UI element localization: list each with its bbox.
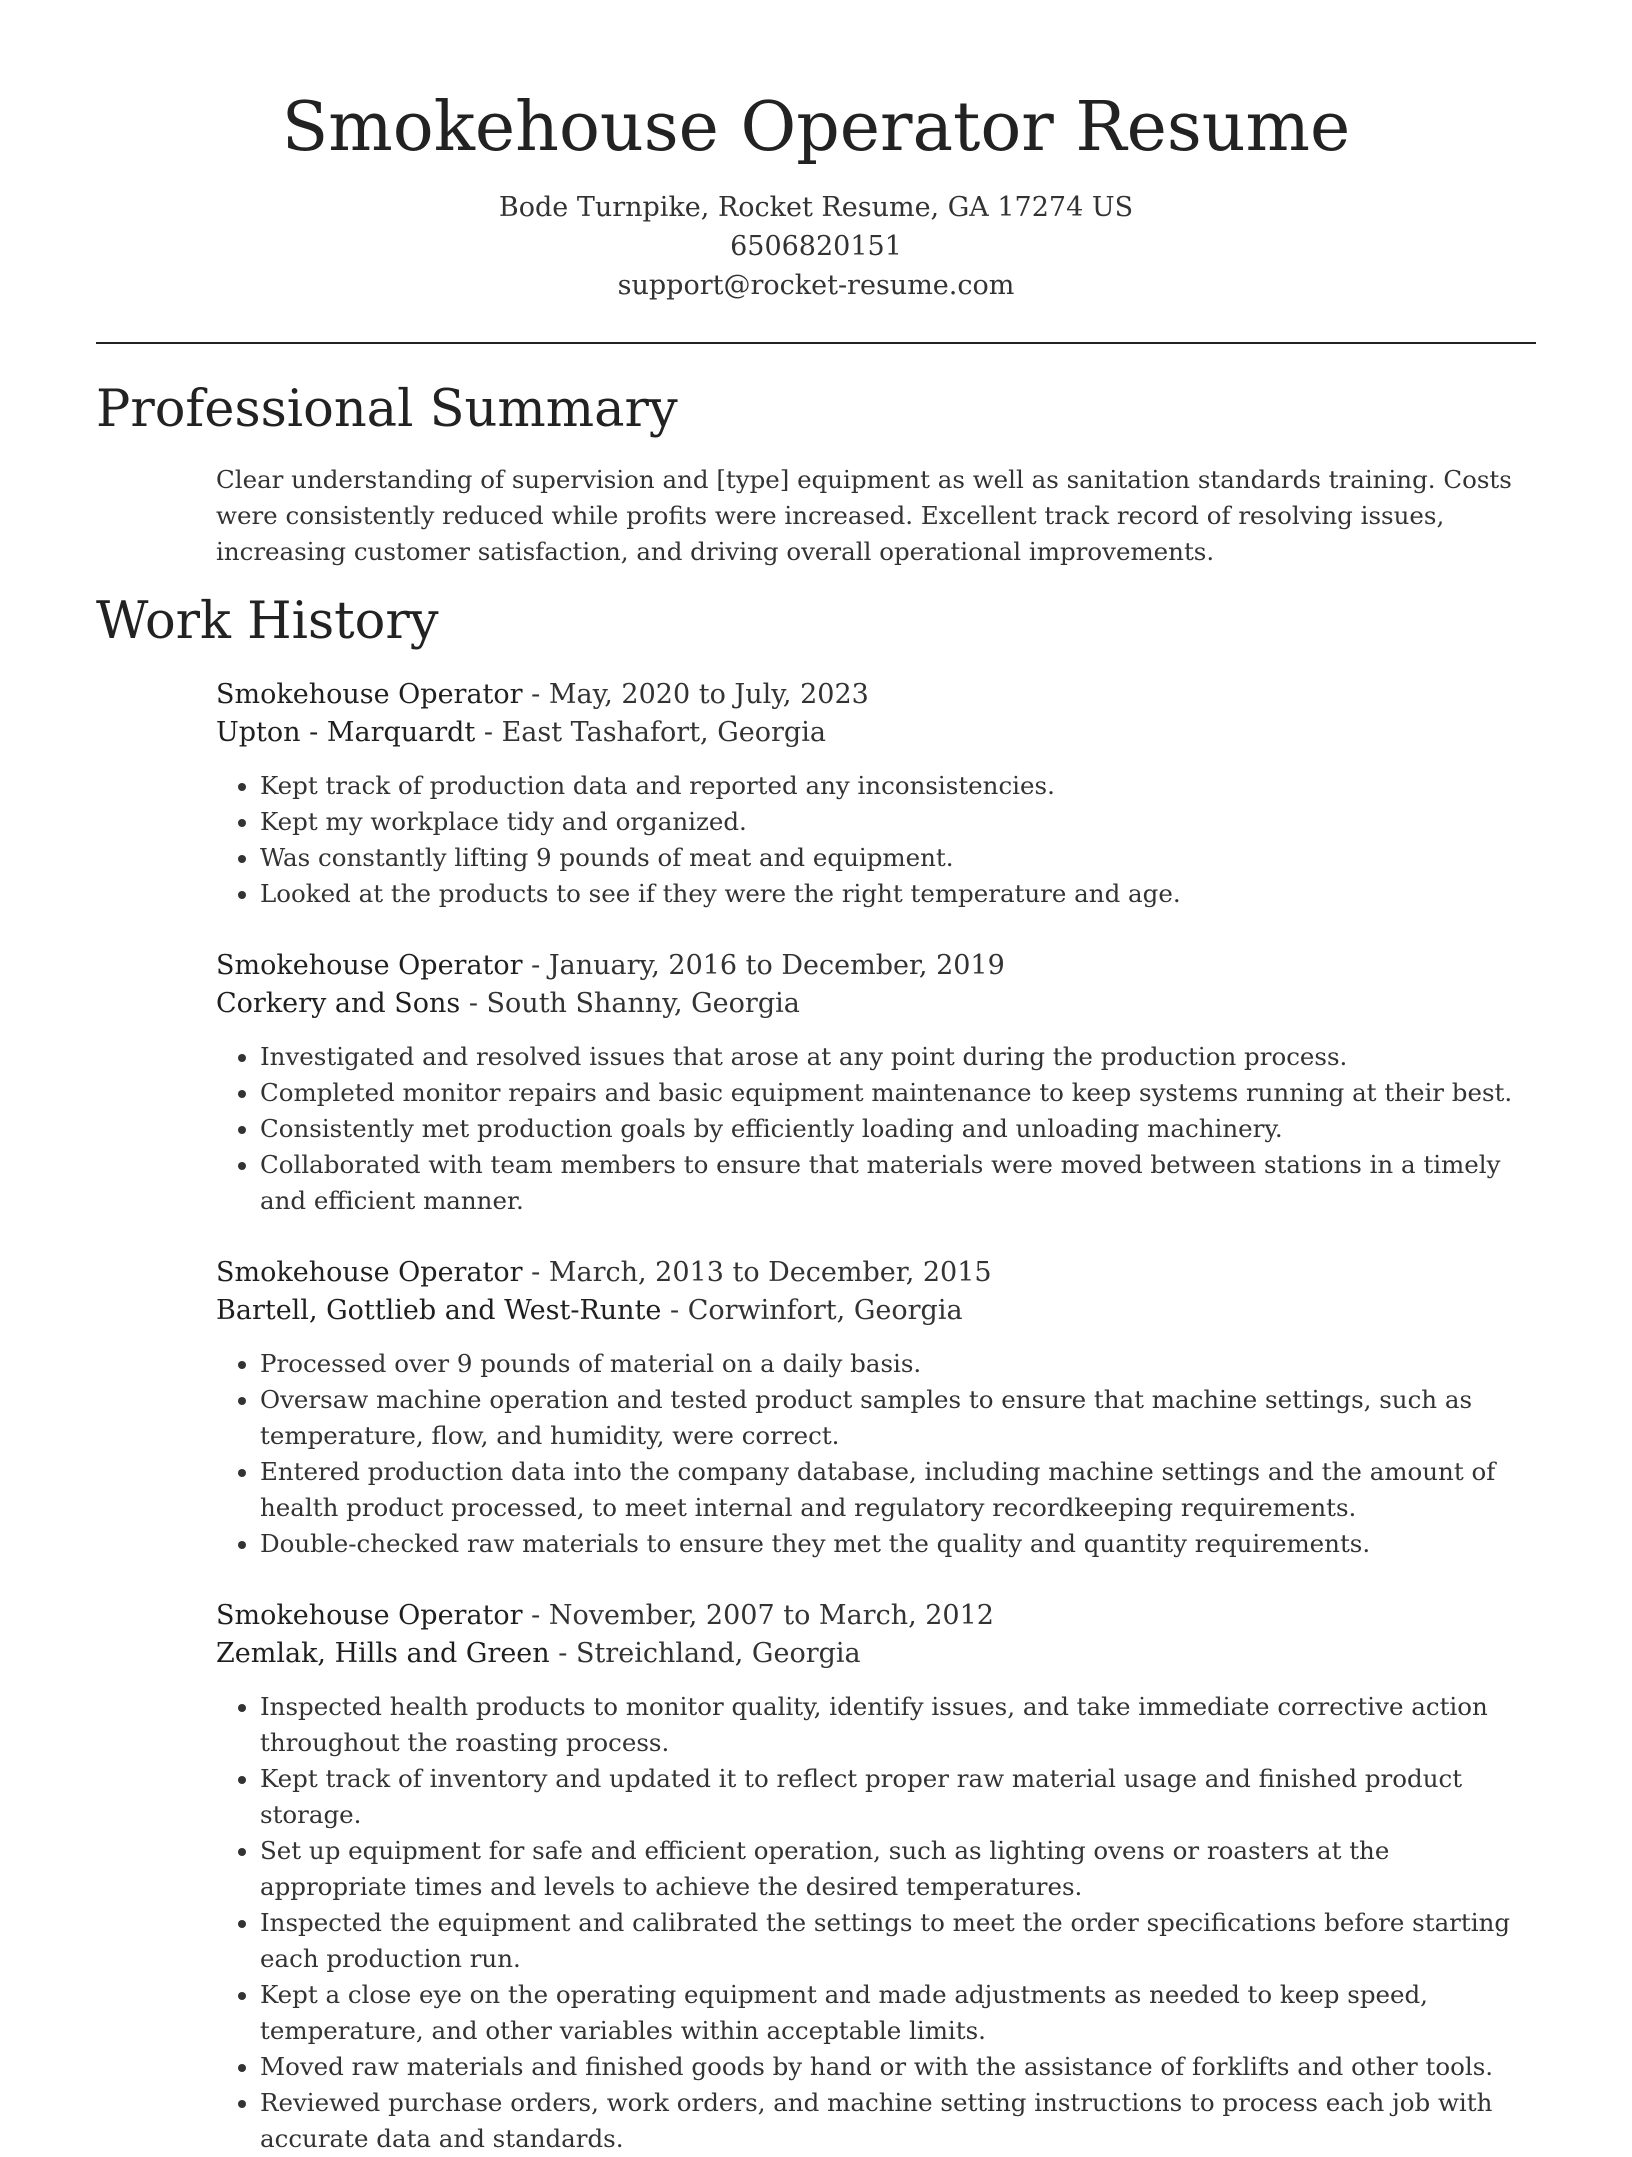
job-bullet: • Kept track of production data and reported any inconsistencies. [260, 768, 1536, 804]
job-company-line [216, 1635, 1536, 1673]
job-bullet: • Collaborated with team members to ensure that materials were moved between stations in a timely and efficient manner. [260, 1147, 1536, 1219]
job-location: - Corwinfort, Georgia [661, 1295, 963, 1326]
job-title: Smokehouse Operator [216, 1257, 523, 1288]
job-dates: - May, 2020 to July, 2023 [522, 679, 869, 710]
job-title: Smokehouse Operator [216, 1600, 523, 1631]
work-history-heading: Work History [96, 592, 439, 651]
job-bullet: • Completed monitor repairs and basic equipment maintenance to keep systems running at their best. [260, 1075, 1536, 1111]
job-dates: - November, 2007 to March, 2012 [522, 1600, 994, 1631]
job-bullet: • Kept a close eye on the operating equipment and made adjustments as needed to keep speed, temperature, and other variables within acceptable limits. [260, 1977, 1536, 2049]
job-company: Zemlak, Hills and Green [216, 1638, 550, 1669]
job-company-line [216, 985, 1536, 1023]
job-bullet-list [216, 1346, 1536, 1562]
job-company: Upton - Marquardt [216, 717, 476, 748]
job-company: Bartell, Gottlieb and West-Runte [216, 1295, 662, 1326]
job-location: - Streichland, Georgia [549, 1638, 861, 1669]
job-bullet: • Looked at the products to see if they were the right temperature and age. [260, 876, 1536, 912]
job-bullet: • Entered production data into the company database, including machine settings and the amount of health product processed, to meet internal and regulatory recordkeeping requirements. [260, 1454, 1536, 1526]
resume-header [96, 82, 1536, 305]
summary-text: Clear understanding of supervision and [type] equipment as well as sanitation standards training. Costs were consistently reduced while profits were increased. Excellent track record of resolving issues, increasing customer satisfaction, and driving overall operational improvements. [216, 465, 1512, 566]
job-dates: - March, 2013 to December, 2015 [522, 1257, 992, 1288]
job-entry [216, 676, 1536, 912]
contact-email: support@rocket-resume.com [617, 270, 1015, 301]
header-divider [96, 342, 1536, 344]
job-bullet-list [216, 1039, 1536, 1219]
job-title-line [216, 1254, 1536, 1292]
job-entry [216, 947, 1536, 1219]
job-title-line [216, 1597, 1536, 1635]
job-dates: - January, 2016 to December, 2019 [522, 950, 1005, 981]
job-bullet: • Was constantly lifting 9 pounds of meat and equipment. [260, 840, 1536, 876]
job-bullet: • Double-checked raw materials to ensure they met the quality and quantity requirements. [260, 1526, 1536, 1562]
contact-address: Bode Turnpike, Rocket Resume, GA 17274 US [498, 192, 1134, 223]
job-location: - East Tashafort, Georgia [475, 717, 826, 748]
job-title-line [216, 947, 1536, 985]
job-entry [216, 1597, 1536, 2157]
job-company: Corkery and Sons [216, 988, 461, 1019]
job-bullet: • Consistently met production goals by efficiently loading and unloading machinery. [260, 1111, 1536, 1147]
job-bullet: • Kept my workplace tidy and organized. [260, 804, 1536, 840]
job-bullet: • Reviewed purchase orders, work orders, and machine setting instructions to process each job with accurate data and standards. [260, 2085, 1536, 2157]
job-bullet-list [216, 1689, 1536, 2157]
contact-phone: 6506820151 [730, 231, 902, 262]
job-bullet: • Kept track of inventory and updated it to reflect proper raw material usage and finished product storage. [260, 1761, 1536, 1833]
job-bullet: • Oversaw machine operation and tested product samples to ensure that machine settings, such as temperature, flow, and humidity, were correct. [260, 1382, 1536, 1454]
job-bullet: • Investigated and resolved issues that arose at any point during the production process. [260, 1039, 1536, 1075]
job-bullet-list [216, 768, 1536, 912]
resume-title: Smokehouse Operator Resume [281, 88, 1351, 167]
job-bullet: • Inspected the equipment and calibrated the settings to meet the order specifications before starting each production run. [260, 1905, 1536, 1977]
job-company-line [216, 1292, 1536, 1330]
job-title-line [216, 676, 1536, 714]
job-title: Smokehouse Operator [216, 950, 523, 981]
job-title: Smokehouse Operator [216, 679, 523, 710]
job-bullet: • Processed over 9 pounds of material on a daily basis. [260, 1346, 1536, 1382]
job-entry [216, 1254, 1536, 1562]
summary-heading: Professional Summary [96, 380, 678, 439]
job-bullet: • Set up equipment for safe and efficient operation, such as lighting ovens or roasters at the appropriate times and levels to achieve the desired temperatures. [260, 1833, 1536, 1905]
job-company-line [216, 714, 1536, 752]
job-bullet: • Moved raw materials and finished goods by hand or with the assistance of forklifts and other tools. [260, 2049, 1536, 2085]
job-location: - South Shanny, Georgia [460, 988, 800, 1019]
job-bullet: • Inspected health products to monitor quality, identify issues, and take immediate corrective action throughout the roasting process. [260, 1689, 1536, 1761]
